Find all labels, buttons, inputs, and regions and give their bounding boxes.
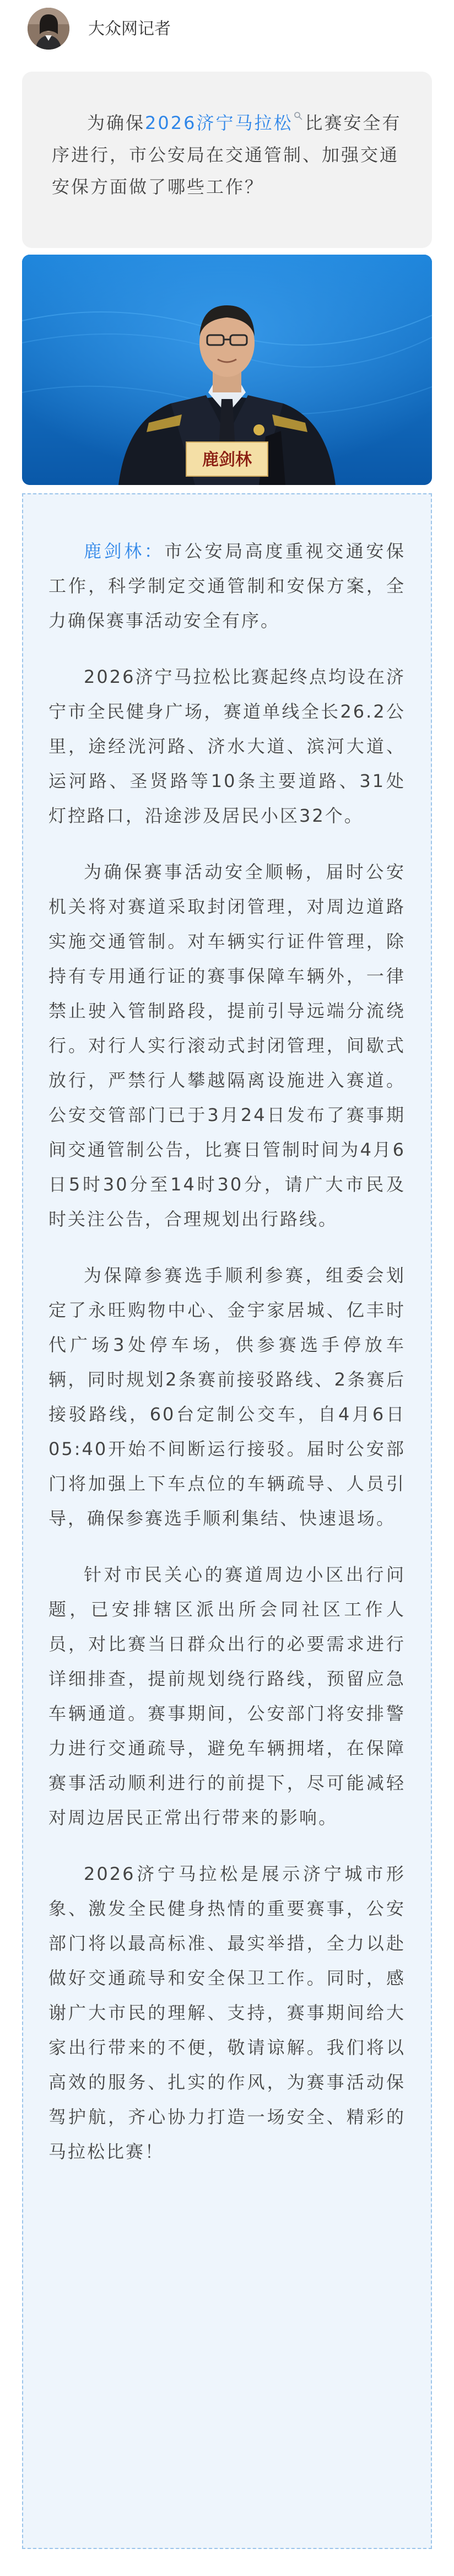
press-conference-image	[22, 255, 432, 485]
avatar-portrait	[28, 8, 69, 50]
answer-paragraph-closing: 2026济宁马拉松是展示济宁城市形象、激发全民健身热情的重要赛事，公安部门将以最高标准、最实举措，全力以赴做好交通疏导和安全保卫工作。同时，感谢广大市民的理解、支持，赛事期间给大家出行带来的不便，敬请谅解。我们将以高效的服务、扎实的作风，为赛事活动保驾护航，齐心协力打造一场安全、精彩的马拉松比赛！	[48, 1863, 406, 2162]
reporter-avatar[interactable]	[28, 8, 69, 50]
search-icon[interactable]	[294, 98, 302, 107]
answer-paragraph-traffic-control: 为确保赛事活动安全顺畅，届时公安机关将对赛道采取封闭管理，对周边道路实施交通管制。对车辆实行证件管理，除持有专用通行证的赛事保障车辆外，一律禁止驶入管制路段，提前引导远端分流绕行。对行人实行滚动式封闭管理，间歇式放行，严禁行人攀越隔离设施进入赛道。公安交管部门已于3月24日发布了赛事期间交通管制公告，比赛日管制时间为4月6日5时30分至14时30分，请广大市民及时关注公告，合理规划出行路线。	[48, 861, 406, 1230]
question-card	[22, 72, 432, 248]
answer-paragraph-parking-shuttle: 为保障参赛选手顺利参赛，组委会划定了永旺购物中心、金宇家居城、亿丰时代广场3处停车场，供参赛选手停放车辆，同时规划2条赛前接驳路线、2条赛后接驳路线，60台定制公交车，自4月6日05:40开始不间断运行接驳。届时公安部门将加强上下车点位的车辆疏导、人员引导，确保参赛选手顺利集结、快速退场。	[48, 1265, 406, 1529]
reporter-name[interactable]: 大众网记者	[88, 19, 171, 39]
answer-paragraph-residents: 针对市民关心的赛道周边小区出行问题，已安排辖区派出所会同社区工作人员，对比赛当日群众出行的必要需求进行详细排查，提前规划绕行路线，预留应急车辆通道。赛事期间，公安部门将安排警力进行交通疏导，避免车辆拥堵，在保障赛事活动顺利进行的前提下，尽可能减轻对周边居民正常出行带来的影响。	[48, 1564, 406, 1828]
answer-paragraph-route: 2026济宁马拉松比赛起终点均设在济宁市全民健身广场，赛道单线全长26.2公里，途经洸河路、济水大道、滨河大道、运河路、圣贤路等10条主要道路、31处灯控路口，沿途涉及居民小区32个。	[48, 666, 406, 826]
speaker-photo[interactable]	[22, 255, 432, 485]
answer-section	[22, 493, 432, 2549]
question-text-start: 为确保	[87, 112, 145, 133]
search-keyword-link[interactable]: 2026济宁马拉松	[145, 112, 293, 133]
speaker-name: 鹿剑林：	[84, 541, 165, 562]
reporter-header	[0, 0, 454, 61]
question-text-end: 比赛安全有序进行，市公安局在交通管制、加强交通安保方面做了哪些工作？	[52, 112, 402, 197]
answer-intro-text: 市公安局高度重视交通安保工作，科学制定交通管制和安保方案，全力确保赛事活动安全有序。	[48, 541, 406, 631]
answer-intro-paragraph	[48, 534, 406, 638]
nameplate-text: 鹿剑林	[202, 450, 252, 470]
